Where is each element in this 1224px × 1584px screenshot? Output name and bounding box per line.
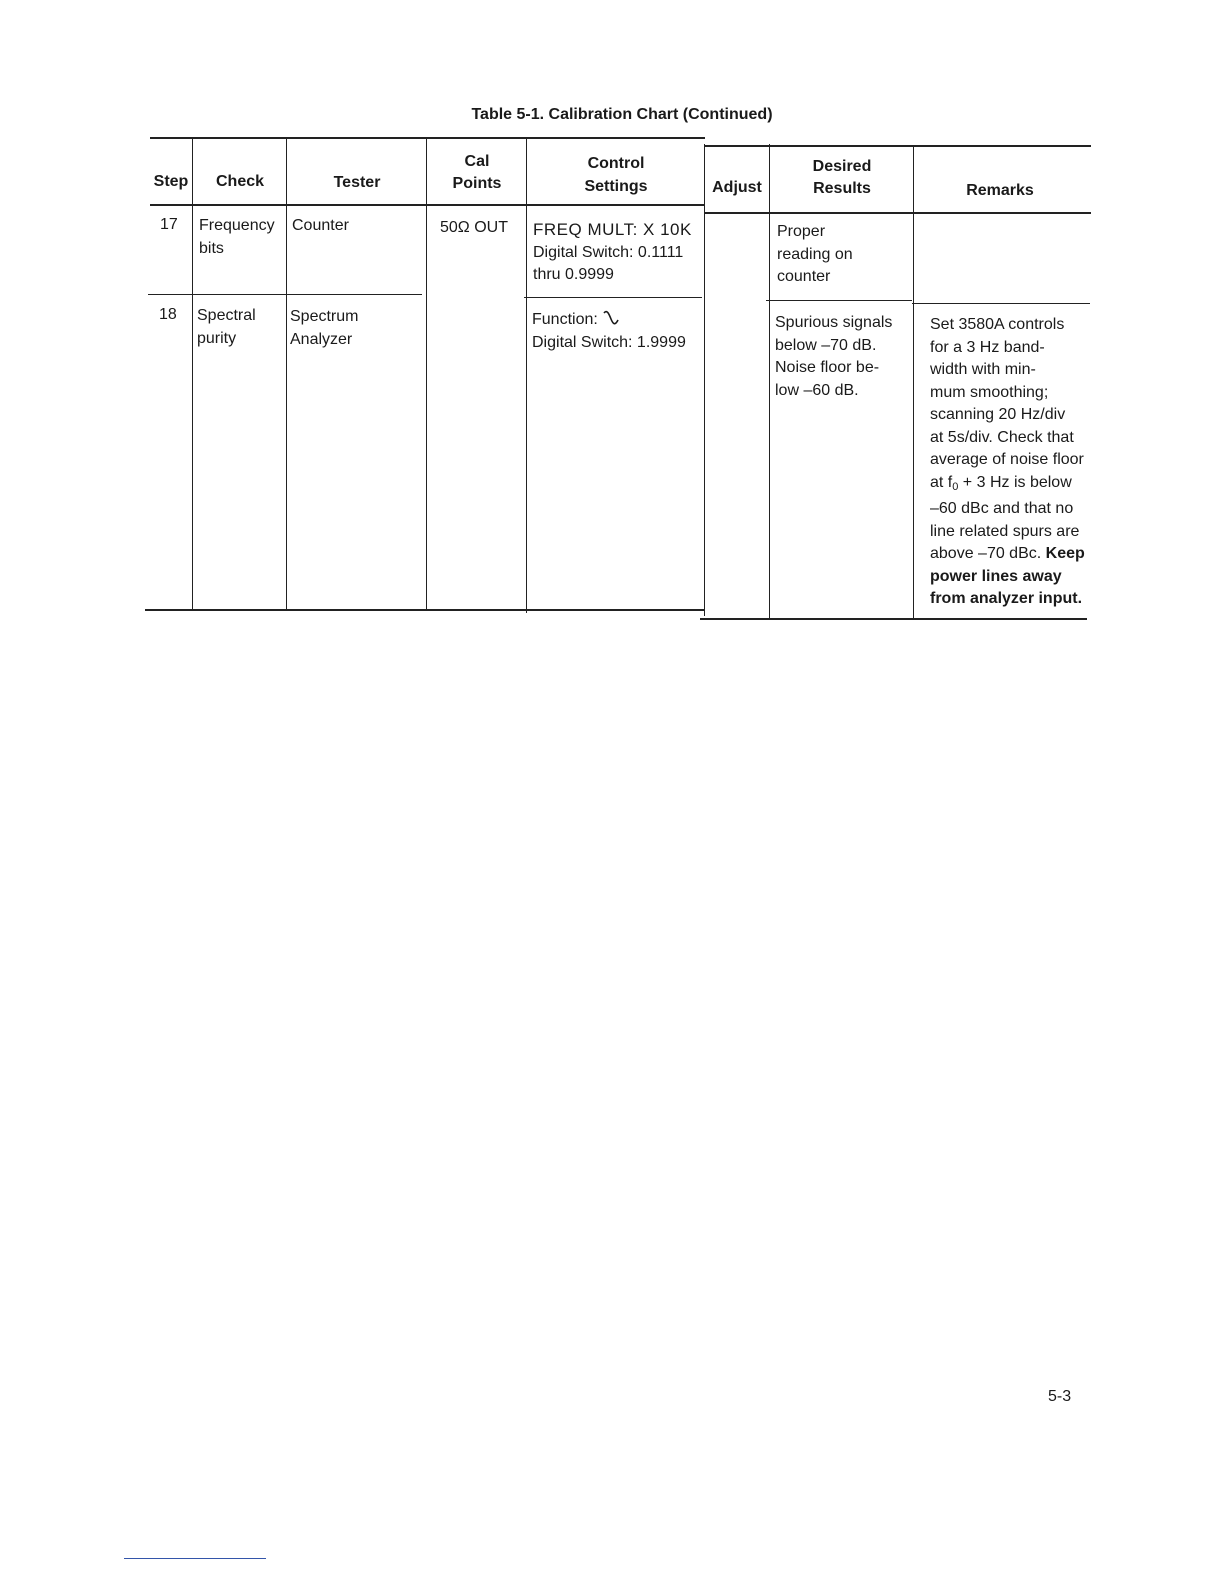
row-17-step: 17 [160, 216, 178, 233]
header-bottom-rule [150, 204, 705, 206]
f0-subscript: 0 [952, 480, 959, 493]
header-results: Results [813, 180, 871, 197]
table-title: Table 5-1. Calibration Chart (Continued) [471, 106, 773, 123]
row-17-check [199, 215, 275, 260]
header-settings: Settings [584, 178, 648, 195]
remarks-line: average of noise floor [930, 451, 1084, 468]
col-divider-step-check [192, 138, 193, 610]
remarks-bold-line: from analyzer input. [930, 590, 1083, 607]
row-18-check-line: Spectral [197, 307, 256, 324]
remarks-line-f0 [930, 472, 1085, 499]
f0-prefix: at f [930, 473, 953, 491]
remarks-line: width with min- [930, 361, 1036, 378]
header-tester: Tester [333, 174, 381, 191]
remarks-bold-line: power lines away [930, 567, 1062, 585]
remarks-line: mum smoothing; [930, 383, 1049, 401]
calibration-chart-table [0, 0, 1224, 640]
result-line: low –60 dB. [775, 381, 859, 399]
col-divider-tester-cal [426, 138, 427, 611]
row-18-desired-results [775, 312, 892, 402]
row-18-control-settings [532, 309, 686, 354]
result-line: counter [777, 268, 831, 285]
sine-wave-icon [602, 310, 620, 326]
header-desired: Desired [812, 158, 872, 175]
control-line: FREQ MULT: X 10K [533, 220, 692, 239]
control-line: Digital Switch: 0.1111 [533, 243, 684, 261]
table-bottom-rule-right [700, 618, 1087, 620]
result-line: below –70 dB. [775, 336, 877, 354]
remarks-line: line related spurs are [930, 522, 1080, 540]
row-17-desired-results [777, 221, 853, 289]
page-number: 5-3 [1048, 1388, 1072, 1405]
header-bottom-rule-right [705, 212, 1091, 214]
header-cal: Cal [464, 153, 490, 170]
f0-suffix: + 3 Hz is below [958, 473, 1072, 491]
remarks-line: Set 3580A controls [930, 316, 1065, 333]
row-17-divider-left [148, 294, 422, 295]
row-18-check-line: purity [197, 329, 237, 347]
result-line: Spurious signals [775, 314, 893, 331]
table-bottom-rule [145, 609, 705, 611]
row-17-control-settings [533, 219, 692, 287]
col-divider-control-adjust [704, 144, 705, 616]
result-line: Noise floor be- [775, 359, 880, 376]
control-line: Digital Switch: 1.9999 [532, 333, 686, 351]
row-17-check-line: Frequency [199, 217, 275, 234]
remarks-line: scanning 20 Hz/div [930, 406, 1066, 423]
result-line: Proper [777, 223, 826, 240]
header-check: Check [215, 173, 265, 190]
table-top-rule-right [705, 145, 1091, 147]
row-18-tester-line: Analyzer [290, 330, 353, 348]
col-divider-check-tester [286, 138, 287, 610]
keep-bold: Keep [1045, 545, 1085, 562]
remarks-line: –60 dBc and that no [930, 500, 1074, 517]
row-17-divider-results [766, 300, 912, 301]
control-function-line [532, 309, 686, 332]
footer-rule [124, 1558, 266, 1559]
function-label: Function: [532, 311, 598, 328]
remarks-line-keep [930, 543, 1085, 566]
col-divider-results-remarks [913, 146, 914, 620]
table-top-rule [150, 137, 705, 139]
row-17-divider-remarks [912, 303, 1090, 304]
row-17-divider-control [524, 297, 702, 298]
header-adjust: Adjust [712, 179, 762, 196]
result-line: reading on [777, 245, 853, 263]
row-18-step: 18 [159, 306, 177, 323]
row-17-check-line: bits [199, 239, 224, 257]
col-divider-cal-control [526, 138, 527, 613]
row-18-remarks [930, 314, 1085, 611]
row-17-cal-points: 50Ω OUT [440, 219, 508, 236]
keep-plain: above –70 dBc. [930, 545, 1046, 562]
header-points: Points [452, 175, 502, 192]
row-18-check [197, 305, 256, 350]
row-17-tester: Counter [292, 217, 349, 234]
header-step: Step [153, 173, 189, 190]
remarks-line: for a 3 Hz band- [930, 338, 1045, 356]
header-control: Control [587, 155, 645, 172]
row-18-tester-line: Spectrum [290, 308, 359, 325]
control-line: thru 0.9999 [533, 266, 614, 283]
col-divider-adjust-results [769, 144, 770, 618]
row-18-tester [290, 306, 358, 351]
remarks-line: at 5s/div. Check that [930, 428, 1074, 446]
header-remarks: Remarks [966, 182, 1034, 199]
